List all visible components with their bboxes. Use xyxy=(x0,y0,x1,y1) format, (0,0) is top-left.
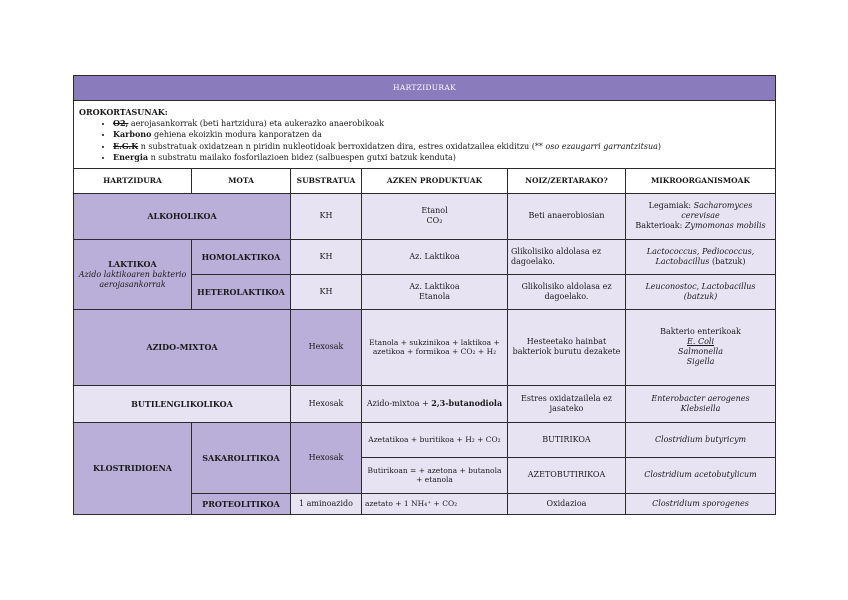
general-item-oxygen: • O2, aerojasankorrak (beti hartzidura) eta aukerazko anaerobikoak xyxy=(113,118,770,129)
heterolaktikoa-micro: Leuconostoc, Lactobacillus (batzuk) xyxy=(626,274,776,309)
table-row xyxy=(74,385,776,422)
heterolaktikoa-substrate: KH xyxy=(291,274,362,309)
butirikoa-micro: Clostridium butyricym xyxy=(626,422,776,457)
butilenglikolikoa-products: Azido-mixtoa + 2,3-butanodiola xyxy=(362,385,508,422)
heterolaktikoa-type: HETEROLAKTIKOA xyxy=(192,274,291,309)
alkoholikoa-substrate: KH xyxy=(291,193,362,239)
header-azken-produktuak: AZKEN PRODUKTUAK xyxy=(362,168,508,193)
alkoholikoa-products: Etanol CO₂ xyxy=(362,193,508,239)
fermentation-summary-document xyxy=(73,75,775,515)
alkoholikoa-micro: Legamiak: Sacharomyces cerevisae Bakterioak: Zymomonas mobilis xyxy=(626,193,776,239)
sakarolitikoa-substrate: Hexosak xyxy=(291,422,362,493)
header-substratua: SUBSTRATUA xyxy=(291,168,362,193)
proteolitikoa-products: azetato + 1 NH₄⁺ + CO₂ xyxy=(362,493,508,514)
azetobutirikoa-micro: Clostridium acetobutylicum xyxy=(626,457,776,493)
azetobutirikoa-products: Butirikoan = + azetona + butanola + etanola xyxy=(362,457,508,493)
table-row xyxy=(74,239,776,274)
homolaktikoa-type: HOMOLAKTIKOA xyxy=(192,239,291,274)
alkoholikoa-name: ALKOHOLIKOA xyxy=(74,193,291,239)
header-mikroorganismoak: MIKROORGANISMOAK xyxy=(626,168,776,193)
header-noiz-zertarako: NOIZ/ZERTARAKO? xyxy=(508,168,626,193)
general-item-egk: • E.G.K n substratuak oxidatzean n piridin nukleotidoak berroxidatzen dira, estres oxidatzailea ekiditzu (** oso ezaugarri garrantzitsua) xyxy=(113,141,770,152)
table-row xyxy=(74,193,776,239)
butirikoa-products: Azetatikoa + buritikoa + H₂ + CO₂ xyxy=(362,422,508,457)
azetobutirikoa-when: AZETOBUTIRIKOA xyxy=(508,457,626,493)
azido-mixtoa-micro: Bakterio enterikoak E. Coli Salmonella Sigella xyxy=(626,309,776,385)
butirikoa-when: BUTIRIKOA xyxy=(508,422,626,457)
azido-mixtoa-substrate: Hexosak xyxy=(291,309,362,385)
azido-mixtoa-name: AZIDO-MIXTOA xyxy=(74,309,291,385)
butilenglikolikoa-when: Estres oxidatzailela ez jasateko xyxy=(508,385,626,422)
fermentation-table xyxy=(73,75,776,515)
homolaktikoa-product: Az. Laktikoa xyxy=(362,239,508,274)
header-hartzidura: HARTZIDURA xyxy=(74,168,192,193)
sakarolitikoa-type: SAKAROLITIKOA xyxy=(192,422,291,493)
general-item-carbon: • Karbono gehiena ekoizkin modura kanporatzen da xyxy=(113,129,770,140)
general-heading: OROKORTASUNAK: xyxy=(79,107,168,117)
azido-mixtoa-products: Etanola + sukzinikoa + laktikoa + azetikoa + formikoa + CO₂ + H₂ xyxy=(362,309,508,385)
butilenglikolikoa-name: BUTILENGLIKOLIKOA xyxy=(74,385,291,422)
butilenglikolikoa-micro: Enterobacter aerogenes Klebsiella xyxy=(626,385,776,422)
homolaktikoa-substrate: KH xyxy=(291,239,362,274)
butilenglikolikoa-substrate: Hexosak xyxy=(291,385,362,422)
proteolitikoa-type: PROTEOLITIKOA xyxy=(192,493,291,514)
klostridioena-name: KLOSTRIDIOENA xyxy=(74,422,192,514)
table-title: HARTZIDURAK xyxy=(74,76,776,101)
heterolaktikoa-when: Glikolisiko aldolasa ez dagoelako. xyxy=(508,274,626,309)
azido-mixtoa-when: Hesteetako hainbat bakteriok burutu dezakete xyxy=(508,309,626,385)
laktikoa-name: LAKTIKOA Azido laktikoaren bakterio aerojasankorrak xyxy=(74,239,192,309)
header-mota: MOTA xyxy=(192,168,291,193)
homolaktikoa-when: Glikolisiko aldolasa ez dagoelako. xyxy=(508,239,626,274)
heterolaktikoa-products: Az. Laktikoa Etanola xyxy=(362,274,508,309)
homolaktikoa-micro: Lactococcus, Pediococcus, Lactobacillus (batzuk) xyxy=(626,239,776,274)
proteolitikoa-when: Oxidazioa xyxy=(508,493,626,514)
table-row xyxy=(74,422,776,457)
proteolitikoa-micro: Clostridium sporogenes xyxy=(626,493,776,514)
proteolitikoa-substrate: 1 aminoazido xyxy=(291,493,362,514)
general-item-energy: • Energia n substratu mailako fosforilazioen bidez (salbuespen gutxi batzuk kenduta) xyxy=(113,152,770,163)
alkoholikoa-when: Beti anaerobiosian xyxy=(508,193,626,239)
general-notes xyxy=(74,101,776,169)
table-row xyxy=(74,309,776,385)
